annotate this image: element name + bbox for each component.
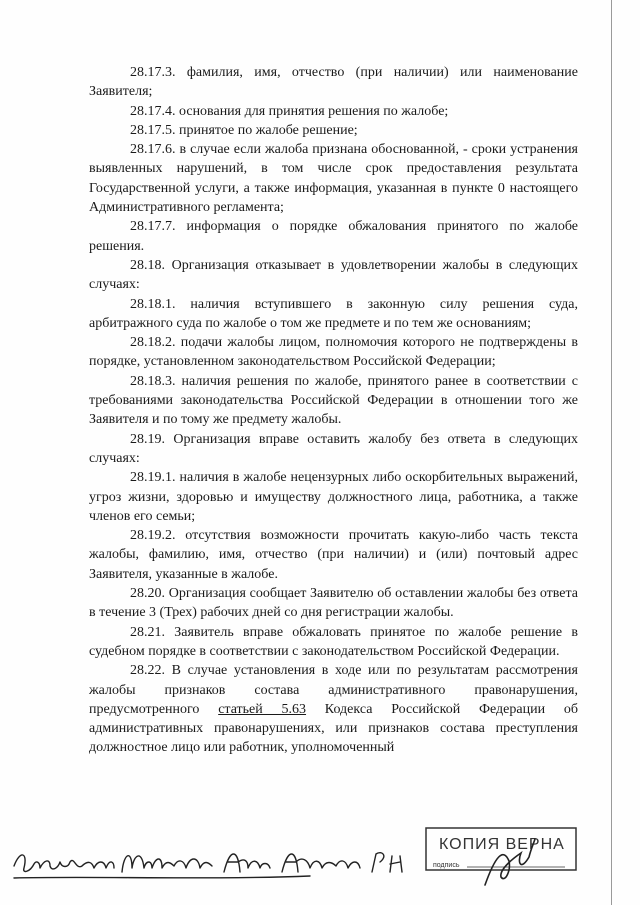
paragraph-28-22-start: 28.22. В случае установления в ходе или по результатам рассмотрения жалобы признаков состава административного правонарушения, предусмотренного	[89, 663, 578, 717]
paragraph-28-17-7: 28.17.7. информация о порядке обжалования принятого по жалобе решения.	[89, 219, 578, 254]
paragraph-28-21: 28.21. Заявитель вправе обжаловать принятое по жалобе решение в судебном порядке в соответствии с законодательством Российской Федерации.	[89, 624, 578, 659]
copy-certified-stamp	[425, 827, 578, 891]
paragraph-28-19-2: 28.19.2. отсутствия возможности прочитать какую-либо часть текста жалобы, фамилию, имя, отчество (при наличии) и (или) почтовый адрес Заявителя, указанные в жалобе.	[89, 528, 578, 582]
paragraph-28-17-3: 28.17.3. фамилия, имя, отчество (при наличии) или наименование Заявителя;	[89, 65, 578, 100]
paragraph-28-18: 28.18. Организация отказывает в удовлетворении жалобы в следующих случаях:	[89, 257, 578, 293]
paragraph-28-17-4: 28.17.4. основания для принятия решения по жалобе;	[130, 103, 449, 119]
scan-edge-line	[611, 0, 612, 905]
paragraph-28-18-3: 28.18.3. наличия решения по жалобе, принятого ранее в соответствии с требованиями законодательства Российской Федерации в отношении того же Заявителя и по тому же предмету жалобы.	[89, 373, 578, 428]
handwritten-signature	[10, 838, 410, 888]
stamp-title: КОПИЯ ВЕРНА	[439, 836, 565, 853]
article-reference-link[interactable]: статьей 5.63	[218, 701, 307, 717]
paragraph-28-18-1: 28.18.1. наличия вступившего в законную силу решения суда, арбитражного суда по жалобе о том же предмете и по тем же основаниям;	[89, 296, 578, 331]
paragraph-28-17-5: 28.17.5. принятое по жалобе решение;	[130, 122, 358, 138]
paragraph-28-17-6: 28.17.6. в случае если жалоба признана обоснованной, - сроки устранения выявленных нарушений, в том числе срок предоставления результата Государственной услуги, а также информация, указанная в пункте 0 настоящего Административного регламента;	[89, 142, 578, 216]
paragraph-28-20: 28.20. Организация сообщает Заявителю об оставлении жалобы без ответа в течение 3 (Трех) рабочих дней со дня регистрации жалобы.	[89, 586, 578, 621]
paragraph-28-19: 28.19. Организация вправе оставить жалобу без ответа в следующих случаях:	[89, 431, 578, 466]
stamp-label: подпись	[433, 862, 460, 869]
paragraph-28-19-1: 28.19.1. наличия в жалобе нецензурных либо оскорбительных выражений, угроз жизни, здоровью и имуществу должностного лица, работника, а также членов его семьи;	[89, 470, 578, 524]
document-body	[89, 63, 578, 758]
paragraph-28-22-end: Кодекса Российской Федерации об административных правонарушениях, или признаков состава преступления должностное лицо или работник, уполномоченный	[89, 701, 578, 756]
paragraph-28-18-2: 28.18.2. подачи жалобы лицом, полномочия которого не подтверждены в порядке, установленном законодательством Российской Федерации;	[89, 335, 578, 370]
paragraph-28-22	[89, 661, 578, 757]
